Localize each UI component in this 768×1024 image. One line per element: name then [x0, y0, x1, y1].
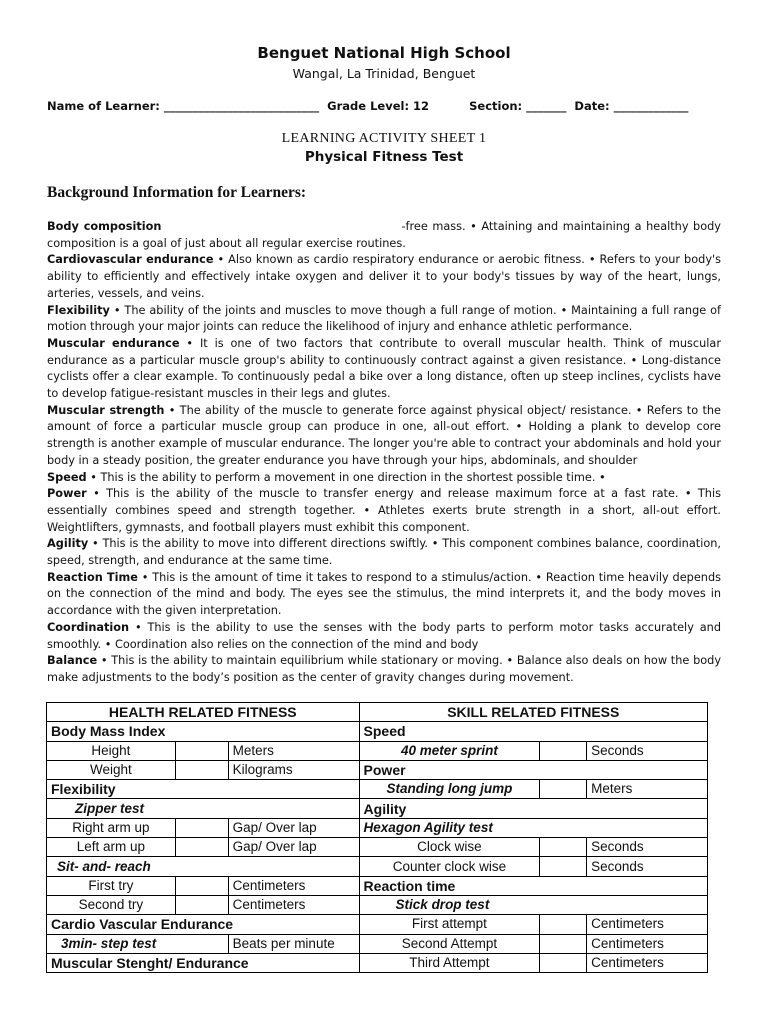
- term-text: • The ability of the joints and muscles to move though a full range of motion. • Maintaining a full range of motion through your major joints can reduce the likelihood of injury and enhance athletic performance.: [47, 303, 722, 334]
- term-label: Flexibility: [47, 303, 110, 317]
- hexagon-test-label: Hexagon Agility test: [359, 818, 707, 837]
- stick-drop-label: Stick drop test: [359, 895, 707, 914]
- table-row: [47, 722, 708, 741]
- second-try-value-cell[interactable]: [175, 895, 228, 914]
- zipper-test-label: Zipper test: [47, 799, 360, 818]
- skill-related-header: SKILL RELATED FITNESS: [359, 703, 707, 722]
- step-test-label: 3min- step test: [47, 934, 229, 953]
- gap-overlap-unit: Gap/ Over lap: [228, 818, 359, 837]
- table-row: [47, 838, 708, 857]
- long-jump-label: Standing long jump: [359, 780, 540, 799]
- term-label: Cardiovascular endurance: [47, 253, 214, 267]
- counter-clockwise-value-cell[interactable]: [540, 857, 587, 876]
- term-label: Balance: [47, 654, 98, 668]
- meters-unit: Meters: [587, 780, 708, 799]
- third-attempt-value-cell[interactable]: [540, 953, 587, 972]
- term-label: Reaction Time: [47, 570, 138, 584]
- speed-label: Speed: [359, 722, 707, 741]
- table-row: [47, 934, 708, 953]
- second-attempt-value-cell[interactable]: [540, 934, 587, 953]
- term-text: • Also known as cardio respiratory endurance or aerobic fitness. • Refers to your body's ability to efficiently and effectively intake oxygen and deliver it to your body's tissues by way of the heart, lungs, arteries, vessels, and veins.: [47, 253, 721, 300]
- table-row: [47, 915, 708, 934]
- term-label: Muscular strength: [47, 403, 165, 417]
- weight-label: Weight: [47, 760, 176, 779]
- centimeters-unit: Centimeters: [587, 953, 708, 972]
- reaction-time-label: Reaction time: [359, 876, 707, 895]
- name-of-learner-field[interactable]: Name of Learner: ___________________________: [47, 99, 320, 113]
- paragraph-cardiovascular: [47, 252, 721, 302]
- paragraph-muscular-strength: [47, 403, 721, 470]
- clockwise-label: Clock wise: [359, 838, 540, 857]
- table-row: [47, 857, 708, 876]
- term-label: Body composition: [47, 220, 162, 233]
- paragraph-reaction-time: [47, 570, 721, 620]
- term-text: • This is the ability to use the senses with the body parts to perform motor tasks accurately and smoothly. • Coordination also relies on the connection of the mind and body: [47, 620, 721, 651]
- term-text: -free mass. • Attaining and maintaining a healthy body composition is a goal of just about all regular exercise routines.: [47, 220, 721, 250]
- centimeters-unit: Centimeters: [228, 876, 359, 895]
- bmi-label: Body Mass Index: [47, 722, 360, 741]
- third-attempt-label: Third Attempt: [359, 953, 540, 972]
- second-try-label: Second try: [47, 895, 176, 914]
- paragraph-muscular-endurance: [47, 336, 721, 403]
- school-address: Wangal, La Trinidad, Benguet: [292, 66, 476, 81]
- clockwise-value-cell[interactable]: [540, 838, 587, 857]
- term-text: • The ability of the muscle to generate force against physical object/ resistance. • Refers to the amount of force a particular muscle group can produce in one, all-out effort. • Holding a plank to develop core strength is another example of muscular endurance. The longer you're able to contract your abdominals and hold your body in a steady position, the greater endurance you have through your hips, abdominals, and shoulder: [47, 403, 721, 467]
- table-row: [47, 953, 708, 972]
- power-label: Power: [359, 760, 707, 779]
- left-arm-label: Left arm up: [47, 838, 176, 857]
- paragraph-power: [47, 486, 721, 536]
- seconds-unit: Seconds: [587, 838, 708, 857]
- health-related-header: HEALTH RELATED FITNESS: [47, 703, 360, 722]
- first-try-label: First try: [47, 876, 176, 895]
- term-label: Speed: [47, 470, 87, 484]
- term-text: • This is the amount of time it takes to respond to a stimulus/action. • Reaction time heavily depends on the connection of the mind and body. The eyes see the stimulus, the mind interprets it, and the body moves in accordance with the given interpretation.: [47, 570, 722, 618]
- first-attempt-value-cell[interactable]: [540, 915, 587, 934]
- flexibility-label: Flexibility: [47, 780, 360, 799]
- right-arm-label: Right arm up: [47, 818, 176, 837]
- school-name: Benguet National High School: [257, 44, 511, 62]
- paragraph-balance: [47, 653, 721, 686]
- term-text: • This is the ability to perform a movement in one direction in the shortest possible time. •: [90, 470, 606, 484]
- table-row: [47, 703, 708, 722]
- term-label: Muscular endurance: [47, 336, 180, 350]
- first-try-value-cell[interactable]: [175, 876, 228, 895]
- sheet-subtitle: Physical Fitness Test: [304, 149, 464, 165]
- height-value-cell[interactable]: [175, 741, 228, 760]
- table-row: [47, 876, 708, 895]
- bpm-unit: Beats per minute: [228, 934, 359, 953]
- fitness-test-table: [46, 702, 708, 973]
- term-text: • It is one of two factors that contribute to overall muscular health. Think of muscular endurance as a particular muscle group's ability to continuously contract against a given resistance. • Long-distance cyclists offer a clear example. To continuously pedal a bike over a long distance, often up steep inclines, cyclists have to develop fatigue-resistant muscles in their legs and glutes.: [47, 336, 722, 401]
- table-row: [47, 895, 708, 914]
- sheet-title: LEARNING ACTIVITY SHEET 1: [281, 131, 487, 146]
- seconds-unit: Seconds: [587, 741, 708, 760]
- height-label: Height: [47, 741, 176, 760]
- gap-overlap-unit: Gap/ Over lap: [228, 838, 359, 857]
- counter-clockwise-label: Counter clock wise: [359, 857, 540, 876]
- right-arm-value-cell[interactable]: [175, 818, 228, 837]
- meters-unit: Meters: [228, 741, 359, 760]
- paragraph-agility: [47, 536, 721, 569]
- background-information: [47, 219, 721, 687]
- centimeters-unit: Centimeters: [228, 895, 359, 914]
- left-arm-value-cell[interactable]: [175, 838, 228, 857]
- kilograms-unit: Kilograms: [228, 760, 359, 779]
- background-heading: Background Information for Learners:: [47, 184, 307, 201]
- sprint-value-cell[interactable]: [540, 741, 587, 760]
- sprint-label: 40 meter sprint: [359, 741, 540, 760]
- first-attempt-label: First attempt: [359, 915, 540, 934]
- table-row: [47, 780, 708, 799]
- agility-label: Agility: [359, 799, 707, 818]
- weight-value-cell[interactable]: [175, 760, 228, 779]
- muscular-label: Muscular Stenght/ Endurance: [47, 953, 360, 972]
- centimeters-unit: Centimeters: [587, 915, 708, 934]
- term-text: • This is the ability of the muscle to transfer energy and release maximum force at a fast rate. • This essentially combines speed and strength together. • Athletes exerts brute strength in a short, all-out effort. Weightlifters, gymnasts, and football players must exhibit this component.: [47, 487, 721, 534]
- paragraph-coordination: [47, 620, 721, 653]
- table-row: [47, 741, 708, 760]
- term-label: Power: [47, 487, 87, 501]
- table-row: [47, 760, 708, 779]
- table-row: [47, 818, 708, 837]
- term-text: • This is the ability to move into different directions swiftly. • This component combines balance, coordination, speed, strength, and endurance at the same time.: [47, 537, 721, 568]
- table-row: [47, 799, 708, 818]
- second-attempt-label: Second Attempt: [359, 934, 540, 953]
- centimeters-unit: Centimeters: [587, 934, 708, 953]
- sit-reach-label: Sit- and- reach: [47, 857, 360, 876]
- cardio-label: Cardio Vascular Endurance: [47, 915, 360, 934]
- term-label: Coordination: [47, 620, 130, 634]
- learner-info-line: [47, 99, 727, 113]
- term-text: • This is the ability to maintain equilibrium while stationary or moving. • Balance also deals on how the body make adjustments to the body’s position as the center of gravity changes during movement.: [47, 654, 722, 684]
- section-field[interactable]: Section: _______: [469, 99, 567, 113]
- seconds-unit: Seconds: [587, 857, 708, 876]
- date-field[interactable]: Date: _____________: [574, 99, 689, 113]
- paragraph-body-composition: [47, 219, 721, 252]
- grade-level-label: Grade Level: 12: [327, 99, 430, 113]
- paragraph-flexibility: [47, 303, 721, 336]
- term-label: Agility: [47, 537, 89, 551]
- paragraph-speed: [47, 470, 721, 487]
- long-jump-value-cell[interactable]: [540, 780, 587, 799]
